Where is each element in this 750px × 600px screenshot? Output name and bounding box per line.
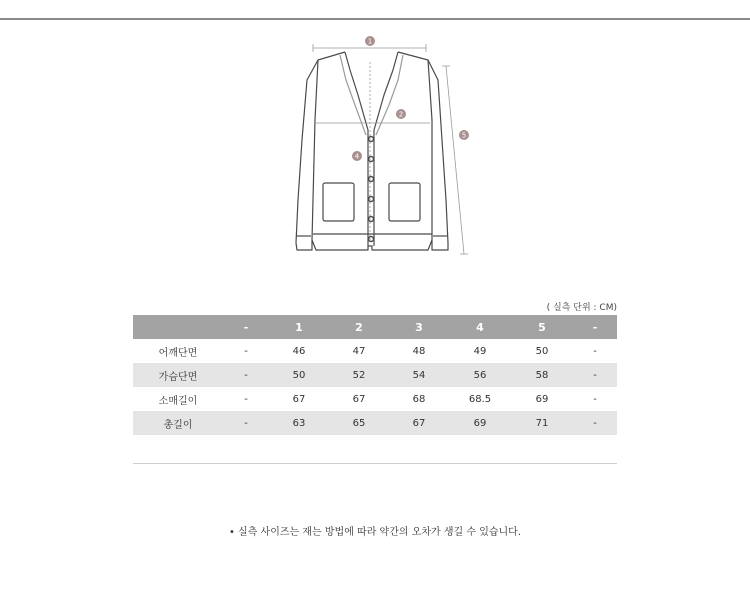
table-cell: -: [223, 411, 269, 435]
buttons: [369, 137, 374, 242]
table-row: [133, 363, 617, 387]
table-cell: 48: [412, 345, 426, 357]
table-cell: 65: [329, 411, 389, 435]
left-pocket: [323, 183, 354, 221]
table-cell: 63: [269, 411, 329, 435]
table-row: [133, 411, 617, 435]
table-cell: 54: [389, 363, 449, 387]
top-divider: [0, 18, 750, 20]
header-cell: 3: [389, 315, 449, 339]
table-cell: 69: [535, 393, 549, 405]
cardigan-measurement-diagram: [280, 30, 480, 260]
table-cell: 67: [292, 393, 306, 405]
table-cell: -: [593, 345, 597, 357]
table-row: [133, 387, 617, 411]
marker-5-label: 5: [461, 131, 467, 140]
marker-4-label: 4: [354, 152, 360, 161]
table-cell: 50: [269, 363, 329, 387]
header-cell: -: [223, 315, 269, 339]
table-cell: 67: [352, 393, 366, 405]
v-neckline: [345, 52, 368, 130]
table-cell: 58: [511, 363, 573, 387]
header-cell: 1: [269, 315, 329, 339]
table-cell: -: [573, 411, 617, 435]
table-cell: -: [593, 393, 597, 405]
header-cell-blank: [133, 315, 223, 339]
table-cell: 49: [473, 345, 487, 357]
table-bottom-divider: [133, 463, 617, 464]
table-cell: 68: [412, 393, 426, 405]
table-header-row: [133, 315, 617, 339]
marker-2-label: 2: [398, 110, 404, 119]
row-label: 총길이: [133, 411, 223, 435]
table-cell: 67: [389, 411, 449, 435]
row-label: 소매길이: [158, 395, 198, 407]
header-cell: 2: [329, 315, 389, 339]
table-cell: -: [244, 393, 248, 405]
table-cell: 50: [535, 345, 549, 357]
table-cell: 71: [511, 411, 573, 435]
table-cell: 56: [449, 363, 511, 387]
header-cell: -: [573, 315, 617, 339]
header-cell: 4: [449, 315, 511, 339]
size-table: [133, 315, 617, 435]
header-cell: 5: [511, 315, 573, 339]
table-cell: 47: [352, 345, 366, 357]
right-pocket: [389, 183, 420, 221]
unit-note: ( 실측 단위 : CM): [546, 303, 617, 313]
table-cell: -: [244, 345, 248, 357]
table-row: [133, 339, 617, 363]
table-cell: 46: [292, 345, 306, 357]
table-cell: 68.5: [468, 393, 492, 405]
marker-1-label: 1: [367, 37, 373, 46]
measurement-notice: • 실측 사이즈는 재는 방법에 따라 약간의 오차가 생길 수 있습니다.: [228, 527, 522, 538]
table-cell: -: [573, 363, 617, 387]
table-cell: 69: [449, 411, 511, 435]
table-cell: 52: [329, 363, 389, 387]
table-cell: -: [223, 363, 269, 387]
sleeve-measure-line: [442, 66, 468, 254]
row-label: 어깨단면: [158, 347, 198, 359]
row-label: 가슴단면: [133, 363, 223, 387]
